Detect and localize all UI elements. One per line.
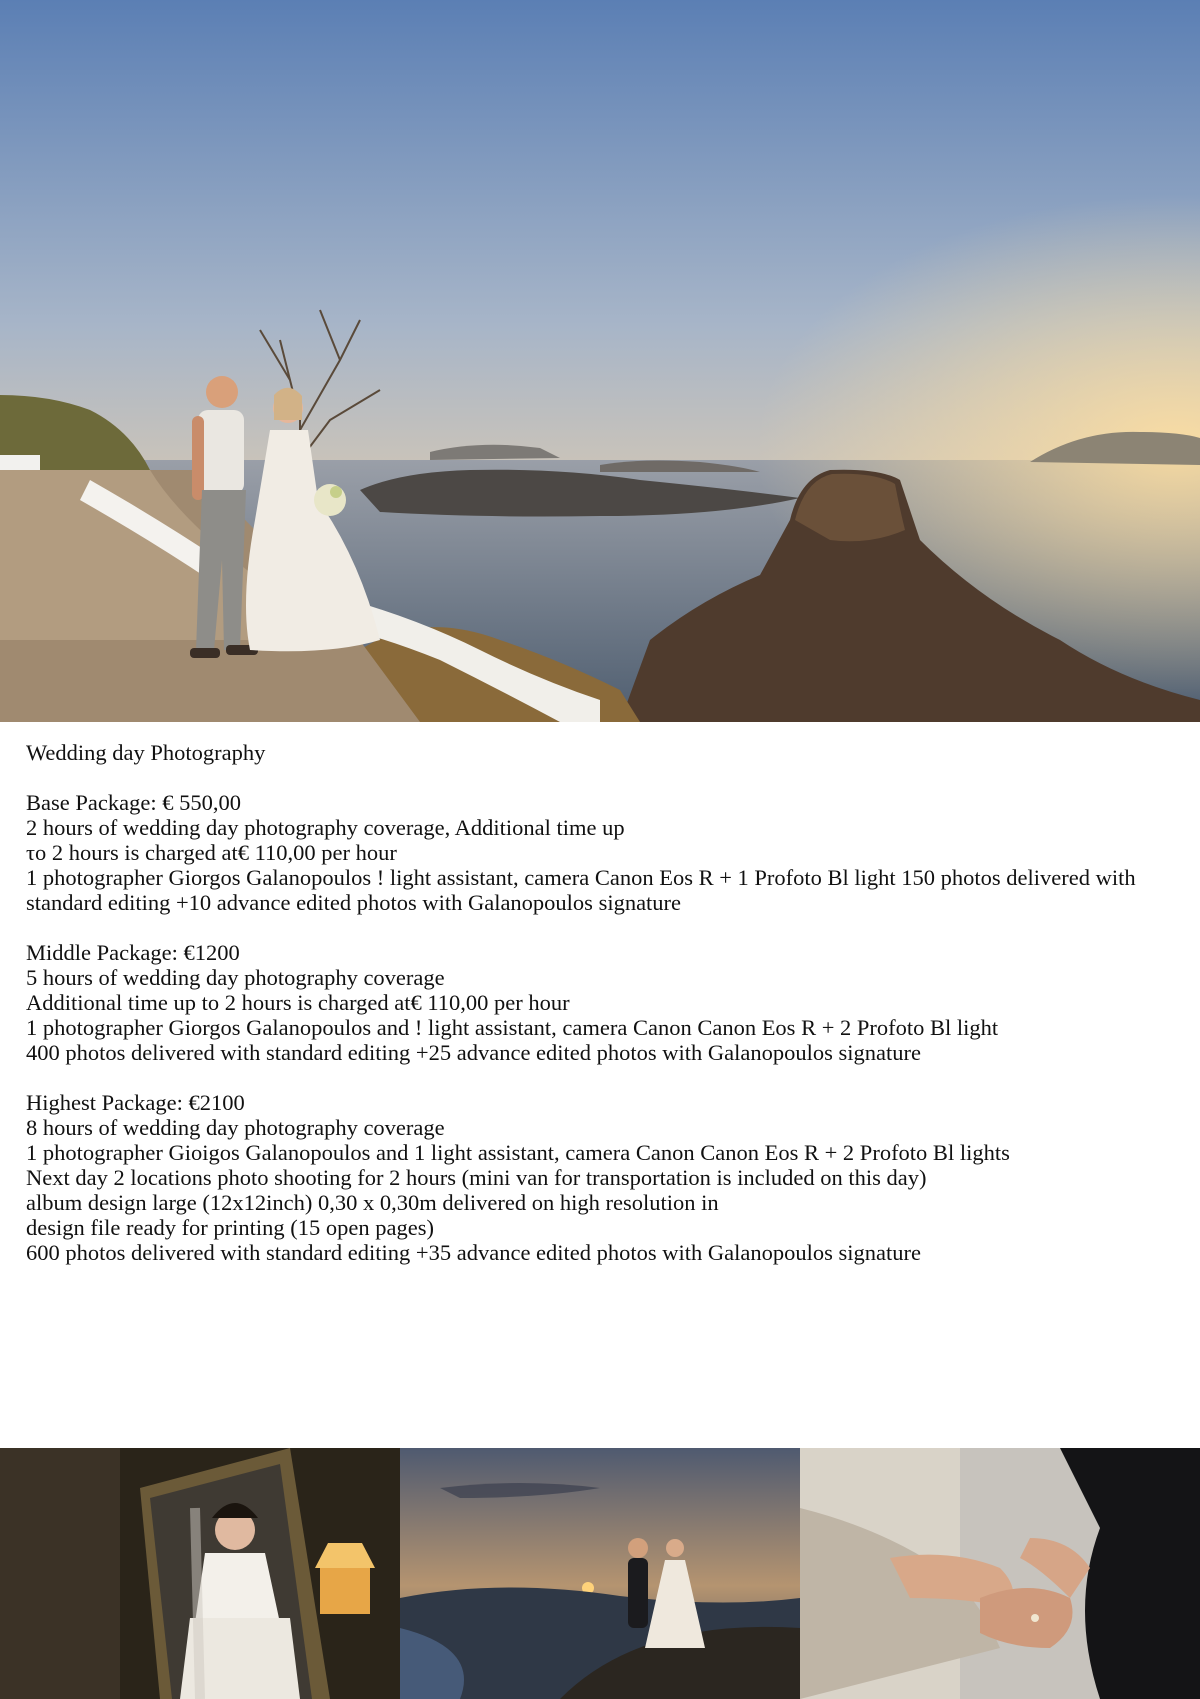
package-line: το 2 hours is charged at€ 110,00 per hour: [26, 840, 397, 865]
package-line: 1 photographer Giorgos Galanopoulos ! light assistant, camera Canon Eos R + 1 Profoto Bl light 150 photos delivered with standard editing +10 advance edited photos with Galanopoulos signature: [26, 865, 1136, 915]
photo-hands-holding: [800, 1448, 1200, 1699]
base-package: [26, 790, 1176, 915]
package-line: Additional time up to 2 hours is charged at€ 110,00 per hour: [26, 990, 570, 1015]
hero-photo-couple-cliff: [0, 0, 1200, 722]
package-line: 5 hours of wedding day photography coverage: [26, 965, 445, 990]
package-title: Middle Package: €1200: [26, 940, 240, 965]
middle-package: [26, 940, 1176, 1065]
photo-bride-mirror: [0, 1448, 400, 1699]
package-line: album design large (12x12inch) 0,30 x 0,30m delivered on high resolution in: [26, 1190, 719, 1215]
photo-strip: [0, 1448, 1200, 1699]
package-line: 600 photos delivered with standard editing +35 advance edited photos with Galanopoulos signature: [26, 1240, 922, 1265]
page-title: Wedding day Photography: [26, 740, 266, 765]
package-line: 2 hours of wedding day photography coverage, Additional time up: [26, 815, 625, 840]
package-title: Base Package: € 550,00: [26, 790, 241, 815]
package-line: 400 photos delivered with standard editing +25 advance edited photos with Galanopoulos signature: [26, 1040, 922, 1065]
package-line: 1 photographer Giorgos Galanopoulos and ! light assistant, camera Canon Canon Eos R + 2 Profoto Bl light: [26, 1015, 999, 1040]
price-list: [26, 740, 1176, 1290]
highest-package: [26, 1090, 1176, 1265]
package-line: 8 hours of wedding day photography coverage: [26, 1115, 445, 1140]
photo-couple-dusk: [400, 1448, 800, 1699]
package-line: Next day 2 locations photo shooting for 2 hours (mini van for transportation is included on this day): [26, 1165, 927, 1190]
package-title: Highest Package: €2100: [26, 1090, 245, 1115]
package-line: 1 photographer Gioigos Galanopoulos and 1 light assistant, camera Canon Canon Eos R + 2 Profoto Bl lights: [26, 1140, 1010, 1165]
package-line: design file ready for printing (15 open pages): [26, 1215, 434, 1240]
